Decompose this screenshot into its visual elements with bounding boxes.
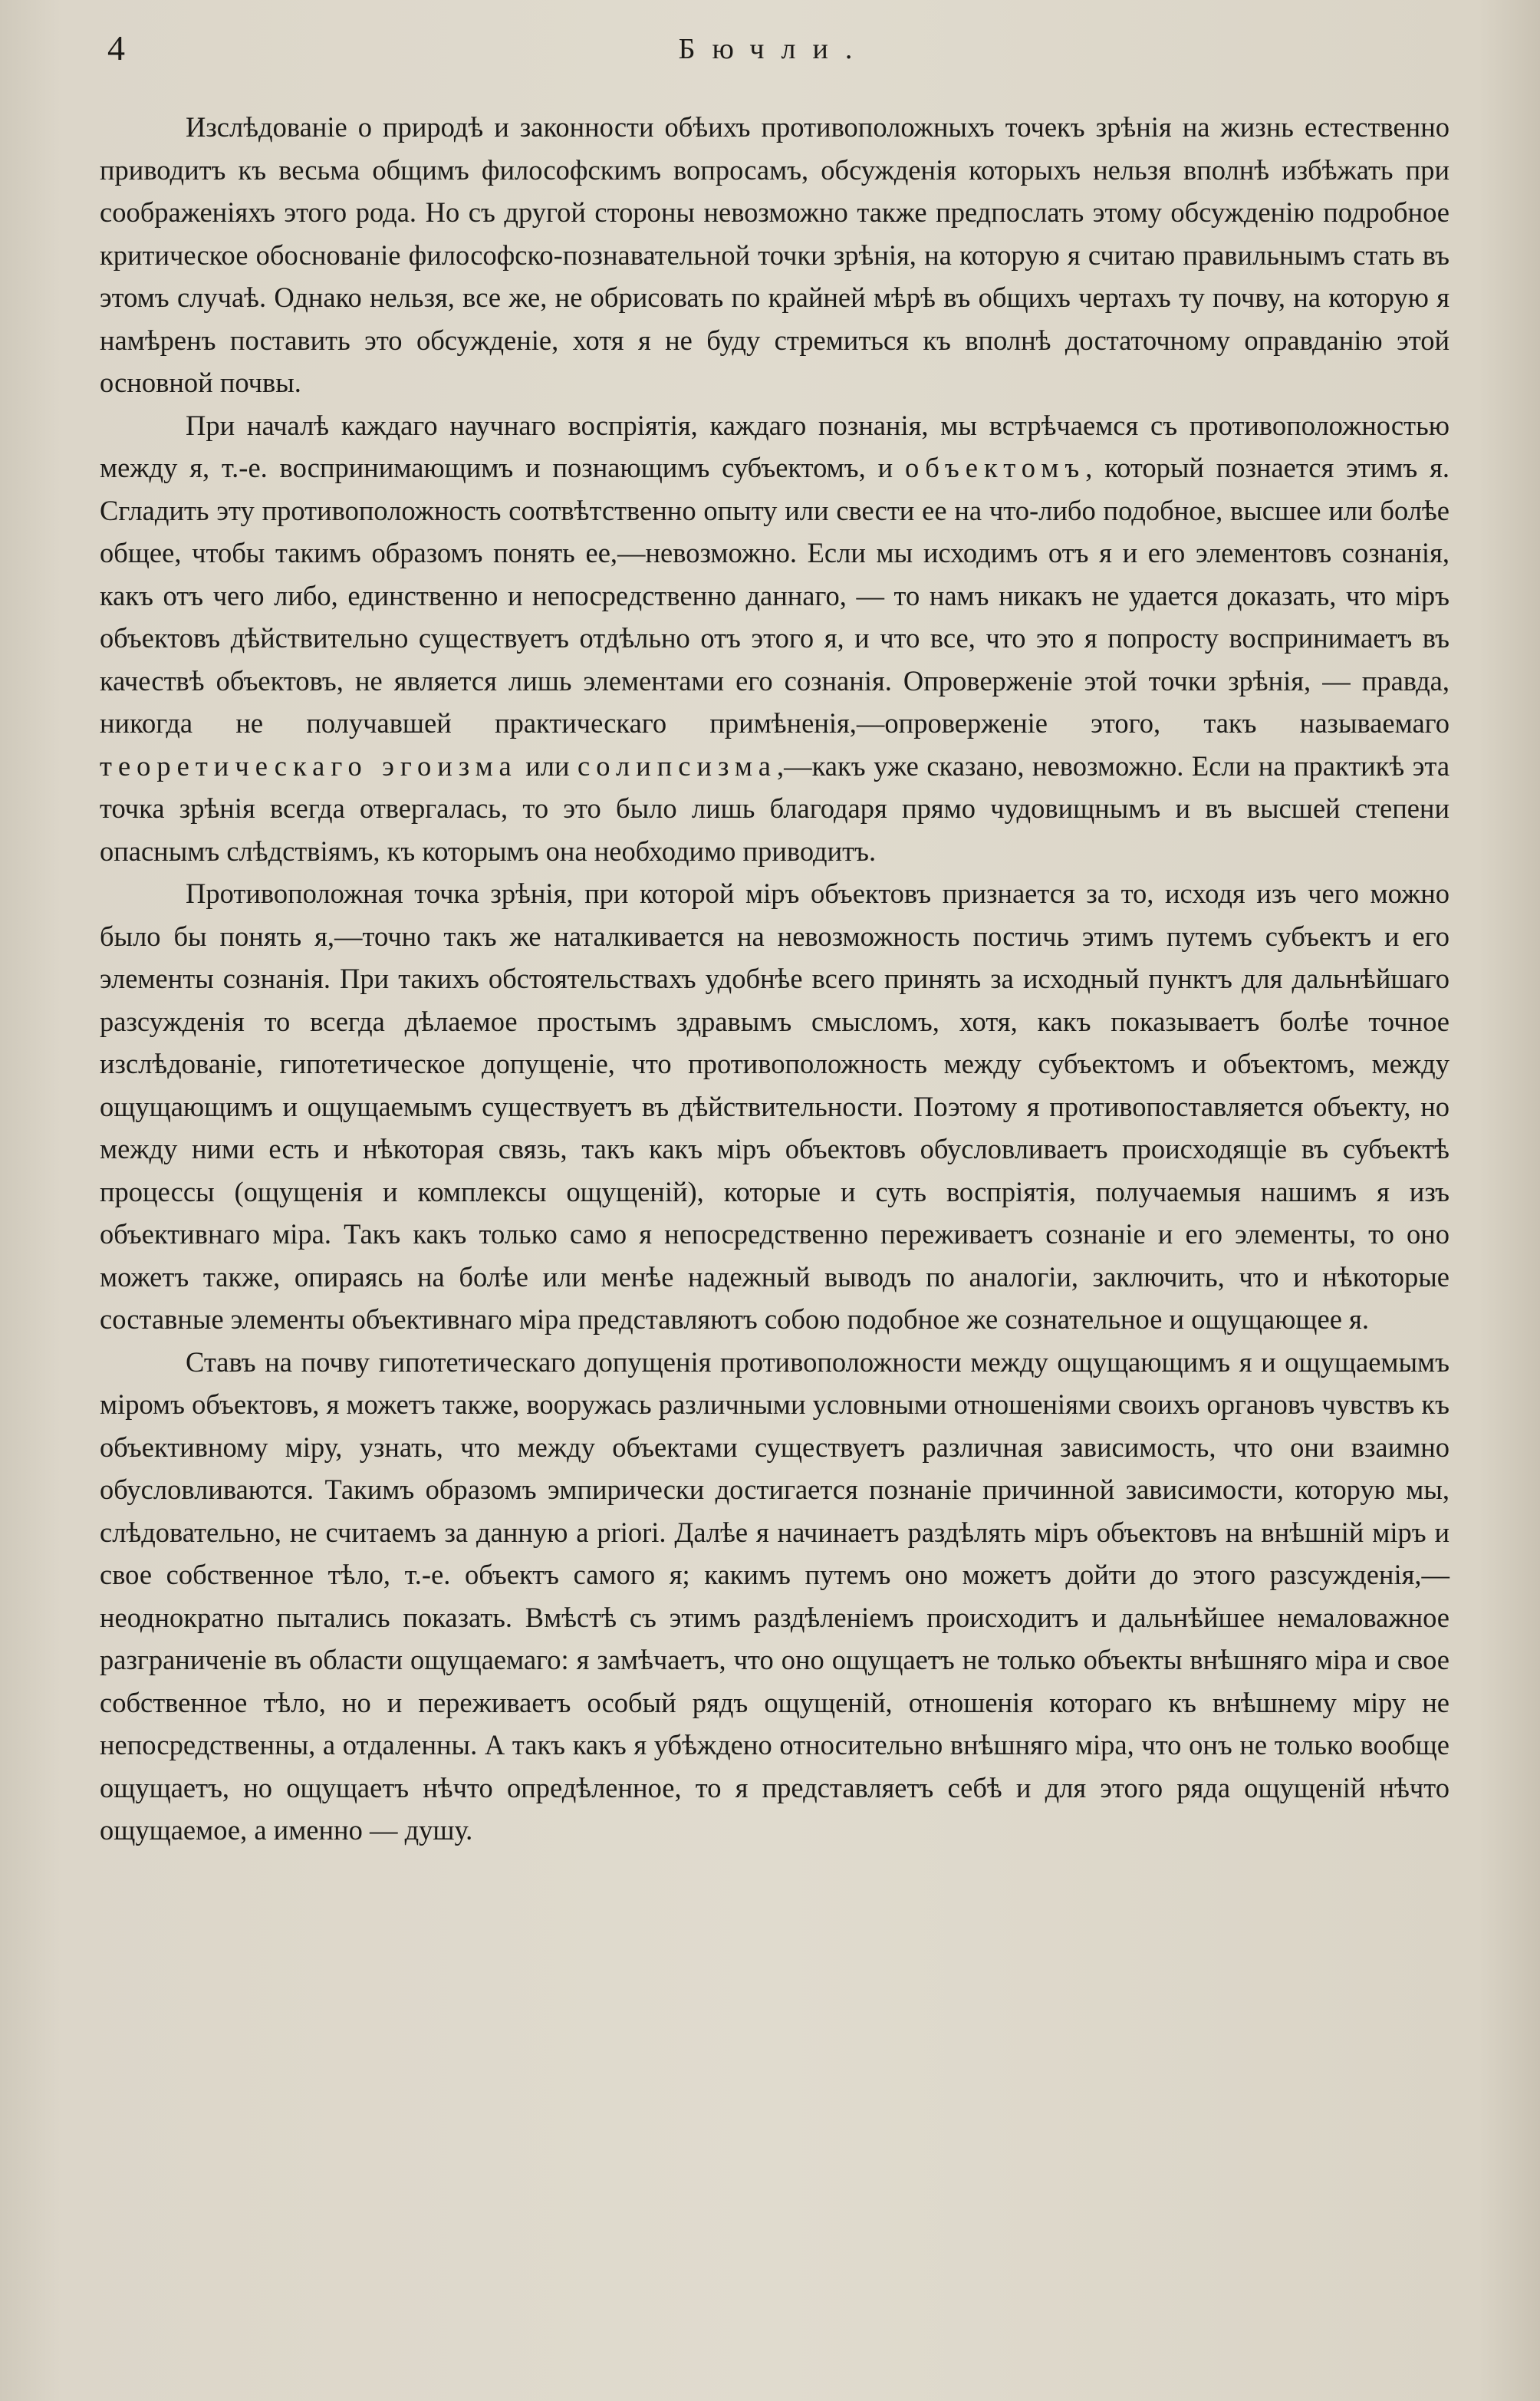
paragraph-3: Противоположная точка зрѣнія, при которой міръ объектовъ признается за то, исходя изъ чего можно было бы понять я,—точно такъ же наталкивается на невозможность постичь этимъ путемъ субъектъ и его элементы сознанія. При такихъ обстоятельствахъ удобнѣе всего принять за исходный пунктъ для дальнѣйшаго разсужденія то всегда дѣлаемое простымъ здравымъ смысломъ, хотя, какъ показываетъ болѣе точное изслѣдованіе, гипотетическое допущеніе, что противоположность между субъектомъ и объектомъ, между ощущающимъ и ощущаемымъ существуетъ въ дѣйствительности. Поэтому я противопоставляется объекту, но между ними есть и нѣкоторая связь, такъ какъ міръ объектовъ обусловливаетъ происходящіе въ субъектѣ процессы (ощущенія и комплексы ощущеній), которые и суть воспріятія, получаемыя нашимъ я изъ объективнаго міра. Такъ какъ только само я непосредственно переживаетъ сознаніе и его элементы, то оно можетъ также, опираясь на болѣе или менѣе надежный выводъ по аналогіи, заключить, что и нѣкоторые составные элементы объективнаго міра представляютъ собою подобное же сознательное и ощущающее я. <box>100 878 1450 1335</box>
paragraph-2-part-2: , который познается этимъ я. Сгладить эту противоположность соотвѣтственно опыту или свести ее на что-либо подобное, высшее или болѣе общее, чтобы такимъ образомъ понять ее,—невозможно. Если мы исходимъ отъ я и его элементовъ сознанія, какъ отъ чего либо, единственно и непосредственно даннаго, — то намъ никакъ не удается доказать, что міръ объектовъ дѣйствительно существуетъ отдѣльно отъ этого я, и что все, что это я попросту воспринимаетъ въ качествѣ объектовъ, не является лишь элементами его сознанія. Опроверженіе этой точки зрѣнія, — правда, никогда не получавшей практическаго примѣненія,—опроверженіе этого, такъ называемаго <box>100 452 1450 739</box>
emphasis-theoretical-egoism: теоретическаго эгоизма <box>100 749 518 782</box>
emphasis-solipsism: солипсизма <box>578 749 777 782</box>
emphasis-object: объектомъ <box>905 452 1086 483</box>
paragraph-2-part-1: При началѣ каждаго научнаго воспріятія, каждаго познанія, мы встрѣчаемся съ противоположностью между я, т.-е. воспринимающимъ и познающимъ субъектомъ, и <box>100 409 1450 483</box>
page-number: 4 <box>107 28 125 68</box>
page-header <box>100 28 1448 81</box>
body-text <box>100 106 1450 1852</box>
paragraph-2-part-4: ,—какъ уже сказано, невозможно. Если на практикѣ эта точка зрѣнія всегда отвергалась, то это было лишь благодаря прямо чудовищнымъ и въ высшей степени опаснымъ слѣдствіямъ, къ которымъ она необходимо приводитъ. <box>100 749 1450 867</box>
paragraph-1: Изслѣдованіе о природѣ и законности обѣихъ противоположныхъ точекъ зрѣнія на жизнь естественно приводитъ къ весьма общимъ философскимъ вопросамъ, обсужденія которыхъ нельзя вполнѣ избѣжать при соображеніяхъ этого рода. Но съ другой стороны невозможно также предпослать этому обсужденію подробное критическое обоснованіе философско-познавательной точки зрѣнія, на которую я считаю правильнымъ стать въ этомъ случаѣ. Однако нельзя, все же, не обрисовать по крайней мѣрѣ въ общихъ чертахъ ту почву, на которую я намѣренъ поставить это обсужденіе, хотя я не буду стремиться къ вполнѣ достаточному оправданію этой основной почвы. <box>100 111 1450 398</box>
paragraph-2 <box>100 404 1450 873</box>
running-title: Бючли. <box>678 33 870 65</box>
paragraph-4: Ставъ на почву гипотетическаго допущенія противоположности между ощущающимъ я и ощущаемымъ міромъ объектовъ, я можетъ также, вооружась различными условными отношеніями своихъ органовъ чувствъ къ объективному міру, узнать, что между объектами существуетъ различная зависимость, что они взаимно обусловливаются. Такимъ образомъ эмпирически достигается познаніе причинной зависимости, которую мы, слѣдовательно, не считаемъ за данную a priori. Далѣе я начинаетъ раздѣлять міръ объектовъ на внѣшній міръ и свое собственное тѣло, т.-е. объектъ самого я; какимъ путемъ оно можетъ дойти до этого разсужденія,—неоднократно пытались показать. Вмѣстѣ съ этимъ раздѣленіемъ происходитъ и дальнѣйшее немаловажное разграниченіе въ области ощущаемаго: я замѣчаетъ, что оно ощущаетъ не только объекты внѣшняго міра и свое собственное тѣло, но и переживаетъ особый рядъ ощущеній, отношенія котораго къ внѣшнему міру не непосредственны, а отдаленны. А такъ какъ я убѣждено относительно внѣшняго міра, что онъ не только вообще ощущаетъ, но ощущаетъ нѣчто опредѣленное, то я представляетъ себѣ и для этого ряда ощущеній нѣчто ощущаемое, а именно — душу. <box>100 1345 1450 1846</box>
paragraph-2-part-3: или <box>517 749 578 782</box>
